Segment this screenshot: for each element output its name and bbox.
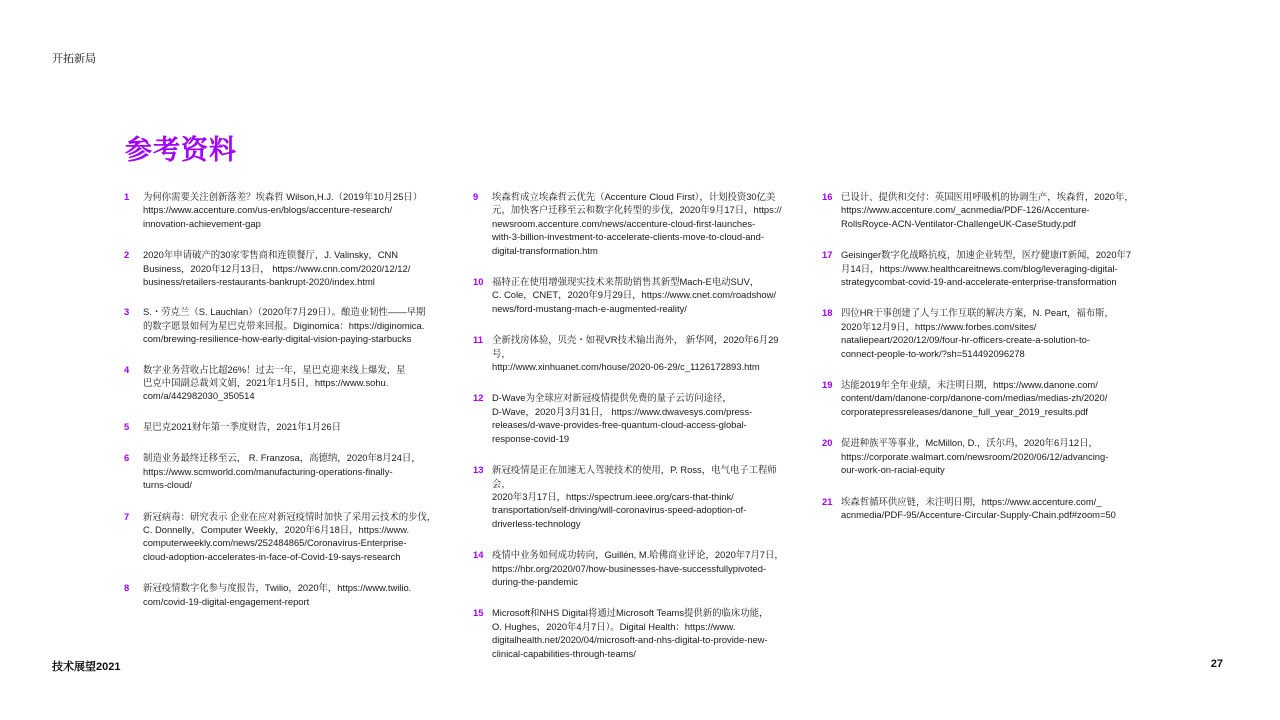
reference-item-14 [473, 548, 793, 588]
reference-text: 新冠疫情数字化参与度报告，Twilio，2020年，https://www.twilio. com/covid-19-digital-engagement-report [143, 582, 412, 607]
reference-text: 新冠病毒：研究表示 企业在应对新冠疫情时加快了采用云技术的步伐， C. Donnelly，Computer Weekly，2020年6月18日，https://www. computerweekly.com/news/252484865/Coronavirus-Enterprise- cloud-adoption-accelerates-in-face-of-Covid-19-says-research [143, 510, 437, 562]
reference-number: 4 [124, 363, 130, 375]
reference-number: 11 [473, 334, 483, 346]
reference-text: 四位HR干事创建了人与工作互联的解决方案，N. Peart，福布斯， 2020年12月9日，https://www.forbes.com/sites/ nataliepeart/2020/12/09/four-hr-officers-create-a-solution-to- connect-people-to-work/?sh=514492096278 [841, 307, 1114, 359]
reference-text: 为何你需要关注创新落差？埃森哲 Wilson,H.J.（2019年10月25日） https://www.accenture.com/us-en/blogs/accenture-research/ innovation-achievement-gap [143, 191, 423, 229]
reference-item-17 [822, 248, 1142, 288]
reference-text: 数字业务营收占比超26%！过去一年，星巴克迎来线上爆发，星 巴克中国副总裁刘文娟，2021年1月5日，https://www.sohu. com/a/442982030_350514 [143, 363, 406, 402]
reference-item-7 [124, 510, 444, 564]
reference-item-3 [124, 305, 444, 345]
reference-text: S.・劳克兰（S. Lauchlan）（2020年7月29日）。酿造业韧性——早期 的数字愿景如何为星巴克带来回报。Diginomica：https://diginomica. com/brewing-resilience-how-early-digital-vision-paying-starbucks [143, 306, 426, 345]
references-column-2 [473, 190, 793, 660]
reference-number: 6 [124, 452, 130, 464]
reference-number: 5 [124, 420, 130, 432]
references-column-1 [124, 190, 444, 608]
reference-text: D-Wave为全球应对新冠疫情提供免费的量子云访问途径， D-Wave，2020月3月31日， https://www.dwavesys.com/press- releases/d-wave-provides-free-quantum-cloud-access-global- response-covid-19 [492, 392, 753, 444]
reference-number: 10 [473, 276, 484, 288]
reference-text: 埃森哲成立埃森哲云优先（Accenture Cloud First），计划投资30亿美 元，加快客户迁移至云和数字化转型的步伐，2020年9月17日，https:// newsroom.accenture.com/news/accenture-cloud-first-launches- with-3-billion-investment-to-accelerate-clients-move-to-cloud-and- digital-transformation.htm [492, 191, 782, 256]
reference-item-1 [124, 190, 444, 230]
reference-number: 19 [822, 379, 833, 391]
reference-item-11 [473, 333, 793, 373]
reference-item-20 [822, 436, 1142, 476]
reference-number: 16 [822, 191, 833, 202]
reference-text: Geisinger数字化战略抗疫，加速企业转型，医疗健康IT新闻，2020年7 月14日，https://www.healthcareitnews.com/blog/leveraging-digital- strategycombat-covid-19-and-accelerate-enterprise-transformation [841, 249, 1132, 288]
reference-text: 2020年申请破产的30家零售商和连锁餐厅，J. Valinsky，CNN Business，2020年12月13日， https://www.cnn.com/2020/12/12/ business/retailers-restaurants-bankrupt-2020/index.html [143, 249, 411, 288]
reference-text: 达能2019年全年业绩，未注明日期，https://www.danone.com/ content/dam/danone-corp/danone-com/medias/medias-zh/2020/ corporatepressreleases/danone_full_year_2019_results.pdf [841, 379, 1108, 417]
reference-text: 疫情中业务如何成功转向，Guillén, M.哈佛商业评论，2020年7月7日， https://hbr.org/2020/07/how-businesses-have-successfullypivoted- during-the-pandemic [492, 549, 784, 587]
reference-item-9 [473, 190, 793, 257]
reference-text: 埃森哲循环供应链，未注明日期，https://www.accenture.com/_ acnmedia/PDF-95/Accenture-Circular-Supply-Chain.pdf#zoom=50 [841, 495, 1116, 520]
reference-item-15 [473, 606, 793, 660]
page-number: 27 [1210, 658, 1223, 670]
reference-number: 18 [822, 307, 833, 319]
reference-number: 17 [822, 249, 833, 261]
reference-number: 13 [473, 464, 484, 476]
reference-number: 8 [124, 582, 130, 594]
reference-item-21 [822, 495, 1142, 522]
footer-publication-title: 技术展望2021 [52, 661, 121, 673]
reference-text: 福特正在使用增强现实技术来帮助销售其新型Mach-E电动SUV， C. Cole，CNET，2020年9月29日，https://www.cnet.com/roadshow/ news/ford-mustang-mach-e-augmented-reality/ [492, 276, 776, 314]
reference-item-6 [124, 451, 444, 491]
reference-item-10 [473, 275, 793, 315]
page-title: 参考资料 [125, 135, 237, 165]
reference-number: 1 [124, 191, 130, 202]
reference-item-13 [473, 463, 793, 530]
reference-number: 7 [124, 510, 130, 522]
reference-number: 3 [124, 306, 130, 318]
reference-number: 15 [473, 607, 484, 619]
reference-item-2 [124, 248, 444, 288]
reference-number: 2 [124, 249, 130, 261]
reference-item-16 [822, 190, 1142, 230]
reference-text: Microsoft和NHS Digital将通过Microsoft Teams提供新的临床功能， O. Hughes，2020年4月7日）。Digital Health：https://www. digitalhealth.net/2020/04/microsoft-and-nhs-digital-to-provide-new- clinical-capabilities-through-teams/ [492, 607, 769, 659]
reference-number: 9 [473, 191, 479, 202]
reference-text: 全新找房体验，贝壳・如视VR技术输出海外， 新华网，2020年6月29号， http://www.xinhuanet.com/house/2020-06-29/c_1126172893.htm [492, 334, 779, 373]
reference-item-4 [124, 363, 444, 403]
reference-text: 制造业务最终迁移至云， R. Franzosa，高德纳，2020年8月24日， https://www.scmworld.com/manufacturing-operations-finally- turns-cloud/ [143, 452, 421, 491]
reference-text: 星巴克2021财年第一季度财告，2021年1月26日 [143, 420, 341, 432]
reference-number: 12 [473, 392, 484, 404]
reference-text: 促进种族平等事业，McMillon, D.，沃尔玛，2020年6月12日， https://corporate.walmart.com/newsroom/2020/06/12/advancing- our-work-on-racial-equity [841, 437, 1109, 476]
reference-text: 已设计、提供和交付：英国医用呼吸机的协调生产，埃森哲，2020年， https://www.accenture.com/_acnmedia/PDF-126/Accenture- RollsRoyce-ACN-Ventilator-ChallengeUK-CaseStudy.pdf [841, 191, 1134, 229]
reference-item-19 [822, 378, 1142, 418]
reference-text: 新冠疫情是正在加速无人驾驶技术的使用，P. Ross，电气电子工程师会， 2020年3月17日，https://spectrum.ieee.org/cars-that-think/ transportation/self-driving/will-coronavirus-speed-adoption-of- driverless-technology [492, 464, 777, 529]
reference-item-5 [124, 420, 444, 433]
section-label: 开拓新局 [52, 53, 96, 65]
reference-number: 20 [822, 437, 833, 449]
reference-item-12 [473, 391, 793, 445]
reference-item-18 [822, 306, 1142, 360]
reference-number: 21 [822, 495, 833, 507]
reference-item-8 [124, 581, 444, 608]
reference-number: 14 [473, 549, 484, 561]
references-column-3 [822, 190, 1142, 521]
